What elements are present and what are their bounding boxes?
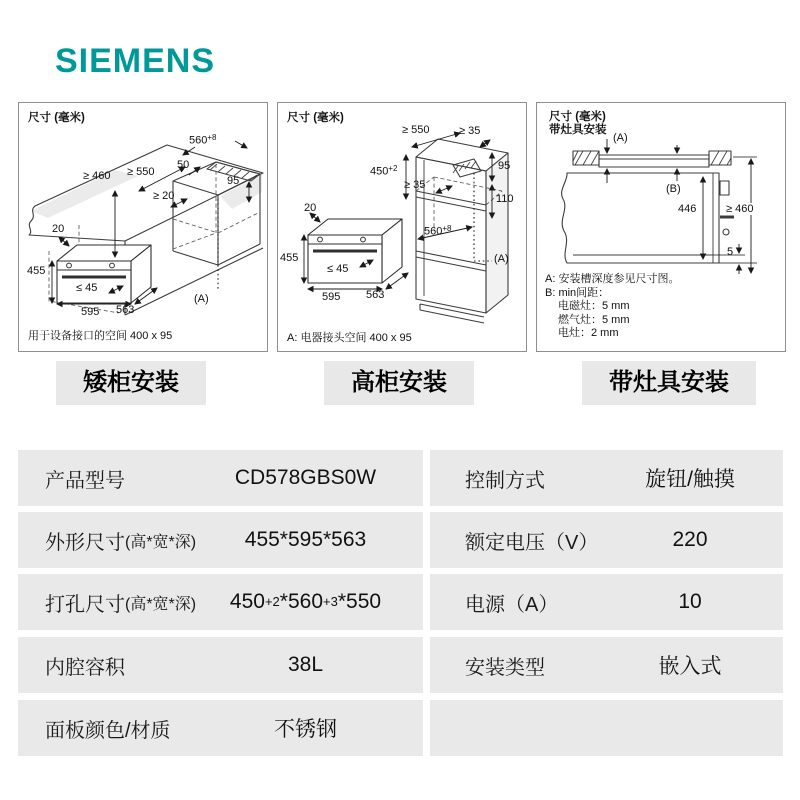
spec-row-cutout-size	[18, 574, 423, 630]
spec-value: 嵌入式	[658, 655, 722, 678]
caption-tall-cabinet: 高柜安装	[324, 361, 474, 405]
spec-label: 控制方式	[465, 469, 545, 492]
spec-row-capacity	[18, 637, 423, 693]
spec-value: 450 $^{+2}$ *560 $^{+3}$ *550	[229, 590, 382, 613]
dim-oven-depth: 563	[366, 289, 385, 301]
diagram-panel-tall-cabinet	[277, 102, 527, 352]
ref-a-label: (A)	[494, 253, 509, 265]
dim-depth-min: ≥ 550	[402, 124, 430, 136]
dim-back-gap: ≥ 20	[153, 190, 175, 202]
panel-footer: A: 电器接头空间 400 x 95	[287, 332, 412, 344]
dim-oven-width: 595	[322, 291, 341, 303]
diagram-panel-with-hob	[536, 102, 786, 352]
dim-oven-width: 595	[81, 306, 100, 318]
dim-oven-height: 455	[27, 265, 46, 277]
spec-row-voltage	[430, 512, 783, 568]
dim-niche-width: $560^{+8}$	[189, 133, 217, 147]
dim-inner-height: 446	[678, 203, 697, 215]
spec-row-control	[430, 450, 783, 506]
dim-height-min: ≥ 460	[83, 170, 111, 182]
spec-row-install-type	[430, 637, 783, 693]
dim-top-clearance: 20	[52, 223, 65, 235]
install-notes	[545, 273, 777, 341]
dim-side-height: 95	[227, 175, 240, 187]
panel-title: 尺寸 (毫米)	[549, 111, 606, 123]
spec-row-model	[18, 450, 423, 506]
spec-label: 面板颜色/材质	[45, 719, 171, 742]
ref-b-label: (B)	[666, 183, 681, 195]
spec-label: 额定电压（V）	[465, 531, 599, 554]
panel-title: 尺寸 (毫米)	[287, 112, 344, 124]
dim-shelf-gap: ≥ 35	[404, 179, 426, 191]
spec-row-panel-material	[18, 700, 423, 756]
siemens-logo: SIEMENS	[55, 42, 216, 80]
spec-label: 外形尺寸 (高*宽*深)	[45, 531, 197, 554]
spec-value: 10	[678, 590, 702, 613]
dim-top-clearance: 20	[304, 202, 317, 214]
spec-label: 打孔尺寸 (高*宽*深)	[45, 593, 197, 616]
dim-niche-height: $450^{+2}$	[370, 164, 398, 178]
note-line: 电磁灶：5 mm	[558, 300, 630, 312]
dim-height-min: ≥ 460	[726, 203, 754, 215]
spec-value: 旋钮/触摸	[645, 468, 735, 491]
tall-cabinet-drawing	[278, 103, 526, 351]
dim-oven-height: 455	[280, 252, 299, 264]
spec-value: CD578GBS0W	[234, 466, 377, 489]
dim-vent-height: 110	[496, 193, 514, 205]
spec-value: 220	[672, 528, 708, 551]
caption-with-hob: 带灶具安装	[582, 361, 756, 405]
dim-door-gap: ≤ 45	[76, 282, 98, 294]
dim-oven-depth: 563	[116, 304, 135, 316]
dim-door-gap: ≤ 45	[327, 263, 349, 275]
caption-low-cabinet: 矮柜安装	[56, 361, 206, 405]
ref-a-label: (A)	[194, 293, 209, 305]
ref-a-label: (A)	[613, 132, 628, 144]
dim-top-gap: ≥ 35	[459, 125, 481, 137]
dim-depth-min: ≥ 550	[127, 166, 155, 178]
note-line: 燃气灶：5 mm	[558, 313, 630, 326]
panel-subtitle: 带灶具安装	[549, 124, 607, 136]
spec-value: 455*595*563	[244, 528, 367, 551]
dim-bottom-gap: 5	[727, 246, 734, 258]
panel-title: 尺寸 (毫米)	[28, 112, 85, 124]
spec-row-current	[430, 574, 783, 630]
spec-label: 安装类型	[465, 656, 545, 679]
diagram-panel-low-cabinet	[18, 102, 268, 352]
spec-row-empty	[430, 700, 783, 756]
spec-value	[610, 700, 770, 756]
spec-label: 电源（A）	[465, 593, 559, 616]
dim-strip-depth: 50	[177, 159, 190, 171]
note-line: A: 安装槽深度参见尺寸图。	[545, 273, 680, 285]
note-line: 电灶：2 mm	[558, 327, 619, 339]
spec-label: 内腔容积	[45, 656, 125, 679]
spec-value: 38L	[287, 653, 324, 676]
dim-side-height: 95	[498, 160, 511, 172]
spec-row-outer-size	[18, 512, 423, 568]
note-line: B: min间距：	[545, 286, 610, 299]
spec-value: 不锈钢	[274, 718, 337, 741]
spec-label: 产品型号	[45, 469, 125, 492]
panel-footer: 用于设备接口的空间 400 x 95	[28, 330, 173, 342]
dim-niche-width: $560^{+8}$	[424, 224, 452, 238]
